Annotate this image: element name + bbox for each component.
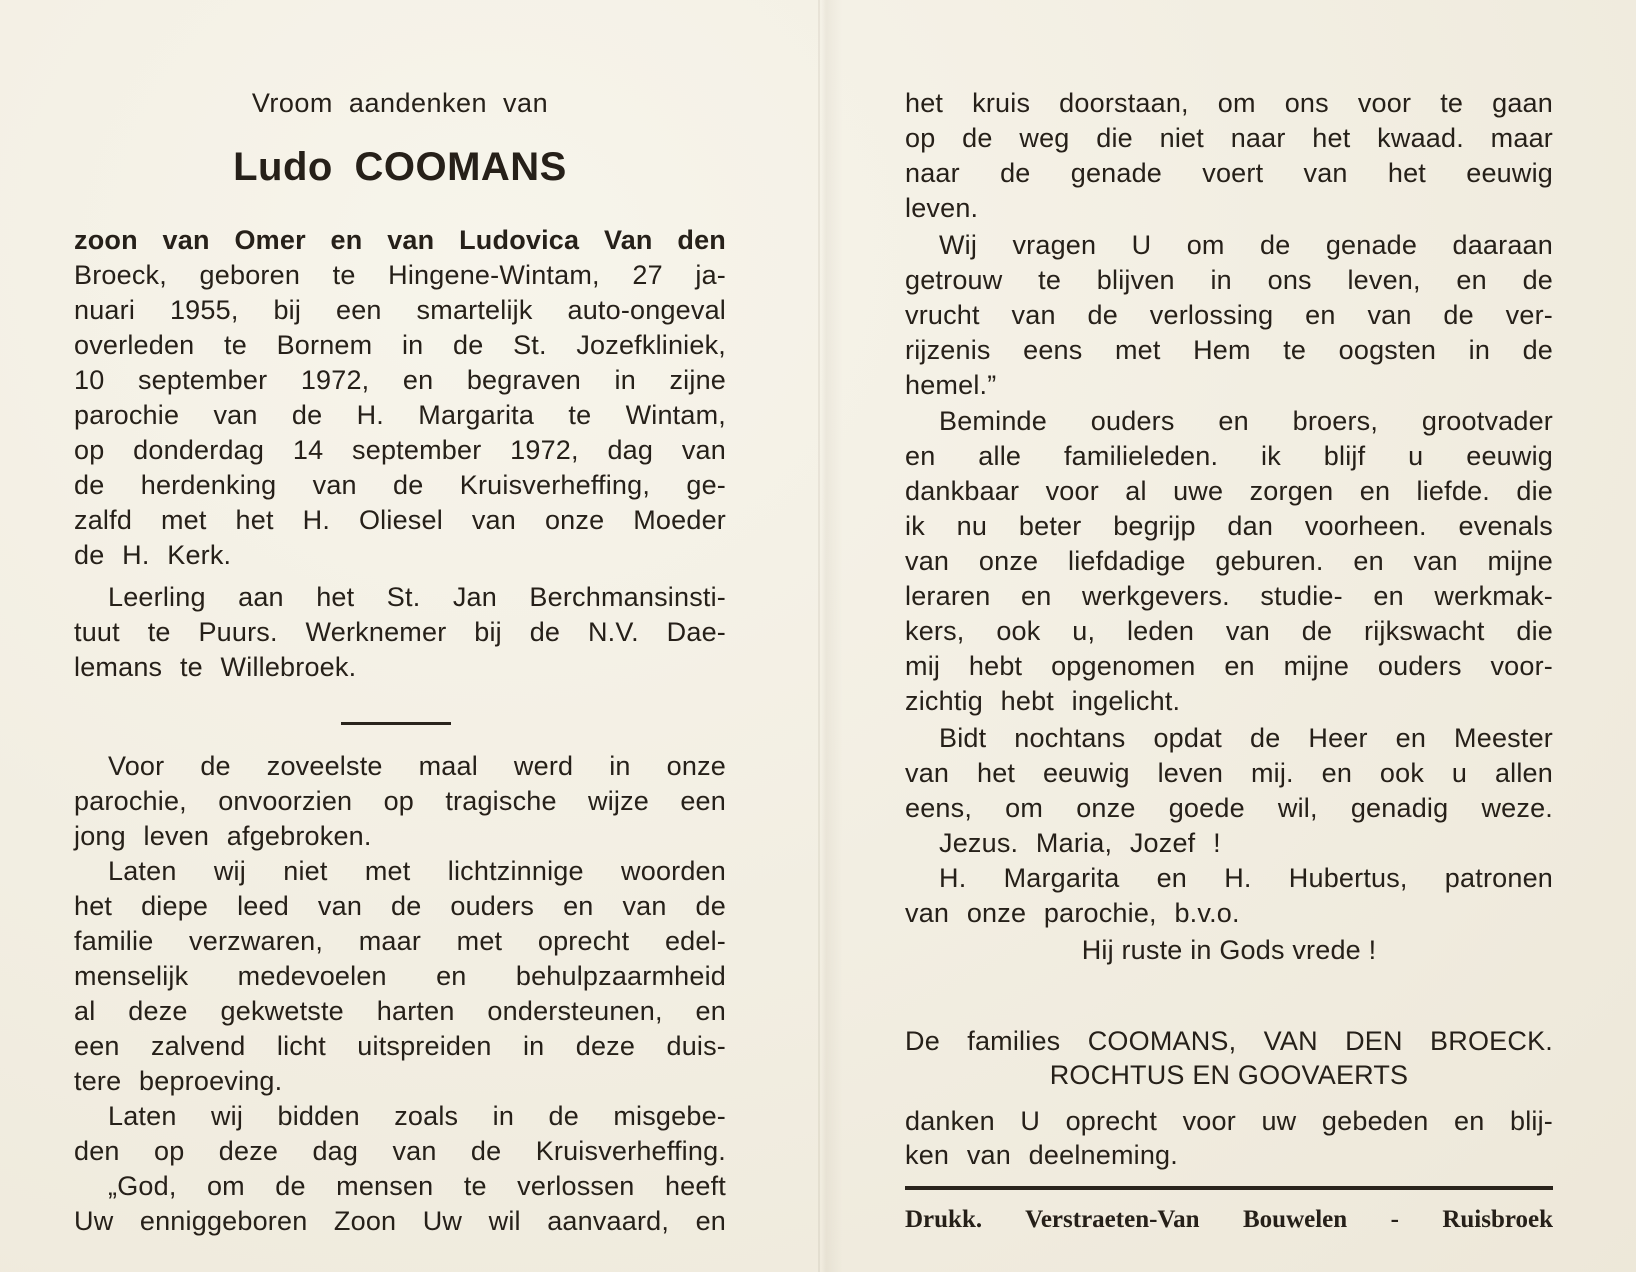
left-text-line: parochie, onvoorzien op tragische wijze een <box>74 786 726 816</box>
left-text-line: zoon van Omer en van Ludovica Van den <box>74 225 726 255</box>
right-text-line: hemel.” <box>905 370 997 400</box>
bottom-rule <box>905 1186 1553 1190</box>
right-text-line: leraren en werkgevers. studie- en werkmak- <box>905 581 1553 611</box>
right-text-line: zichtig hebt ingelicht. <box>905 686 1181 716</box>
right-panel <box>905 0 1553 1272</box>
thanks-line-1: danken U oprecht voor uw gebeden en blij- <box>905 1106 1553 1136</box>
left-text-line: een zalvend licht uitspreiden in deze duis- <box>74 1031 726 1061</box>
left-text-line: het diepe leed van de ouders en van de <box>74 891 726 921</box>
right-text-line: van het eeuwig leven mij. en ook u allen <box>905 758 1553 788</box>
right-text-line: eens, om onze goede wil, genadig weze. <box>905 793 1553 823</box>
left-text-line: den op deze dag van de Kruisverheffing. <box>74 1136 726 1166</box>
right-text-line: getrouw te blijven in ons leven, en de <box>905 265 1553 295</box>
left-text-line: Leerling aan het St. Jan Berchmansinsti- <box>108 582 726 612</box>
right-text-line: en alle familieleden. ik blijf u eeuwig <box>905 441 1553 471</box>
right-text-line: naar de genade voert van het eeuwig <box>905 158 1553 188</box>
families-line-1: De families COOMANS, VAN DEN BROECK. <box>905 1026 1553 1056</box>
left-text-line: jong leven afgebroken. <box>74 821 372 851</box>
deceased-name: Ludo COOMANS <box>233 145 567 189</box>
thanks-line-2: ken van deelneming. <box>905 1140 1178 1170</box>
card-fold <box>818 0 820 1272</box>
right-text-line: ik nu beter begrijp dan voorheen. evenals <box>905 511 1553 541</box>
left-text-line: familie verzwaren, maar met oprecht edel- <box>74 926 726 956</box>
right-text-line: op de weg die niet naar het kwaad. maar <box>905 123 1553 153</box>
left-panel <box>74 0 726 1272</box>
left-text-line: Laten wij bidden zoals in de misgebe- <box>108 1101 726 1131</box>
left-text-line: parochie van de H. Margarita te Wintam, <box>74 400 726 430</box>
right-text-line: H. Margarita en H. Hubertus, patronen <box>939 863 1553 893</box>
left-text-line: „God, om de mensen te verlossen heeft <box>108 1171 726 1201</box>
left-text-line: de herdenking van de Kruisverheffing, ge- <box>74 470 726 500</box>
left-text-line: op donderdag 14 september 1972, dag van <box>74 435 726 465</box>
left-text-line: al deze gekwetste harten ondersteunen, en <box>74 996 726 1026</box>
left-text-line: Broeck, geboren te Hingene-Wintam, 27 ja- <box>74 260 726 290</box>
right-text-line: rijzenis eens met Hem te oogsten in de <box>905 335 1553 365</box>
right-text-line: leven. <box>905 193 979 223</box>
right-text-line: mij hebt opgenomen en mijne ouders voor- <box>905 651 1553 681</box>
right-text-line: Beminde ouders en broers, grootvader <box>939 406 1553 436</box>
left-text-line: zalfd met het H. Oliesel van onze Moeder <box>74 505 726 535</box>
left-text-line: tuut te Puurs. Werknemer bij de N.V. Dae- <box>74 617 726 647</box>
right-text-line: het kruis doorstaan, om ons voor te gaan <box>905 88 1553 118</box>
left-text-line: Laten wij niet met lichtzinnige woorden <box>108 856 726 886</box>
left-text-line: nuari 1955, bij een smartelijk auto-ongeval <box>74 295 726 325</box>
right-text-line: Hij ruste in Gods vrede ! <box>1081 935 1377 965</box>
families-line-2: ROCHTUS EN GOOVAERTS <box>1049 1060 1409 1090</box>
left-text-line: Uw enniggeboren Zoon Uw wil aanvaard, en <box>74 1206 726 1236</box>
right-text-line: Jezus. Maria, Jozef ! <box>939 828 1221 858</box>
left-text-line: overleden te Bornem in de St. Jozefkliniek, <box>74 330 726 360</box>
right-text-line: Bidt nochtans opdat de Heer en Meester <box>939 723 1553 753</box>
left-text-line: de H. Kerk. <box>74 540 232 570</box>
left-text-line: lemans te Willebroek. <box>74 652 357 682</box>
right-text-line: kers, ook u, leden van de rijkswacht die <box>905 616 1553 646</box>
right-text-line: van onze parochie, b.v.o. <box>905 898 1240 928</box>
intro-text: Vroom aandenken van <box>251 88 549 118</box>
right-text-line: van onze liefdadige geburen. en van mijne <box>905 546 1553 576</box>
separator-line <box>341 722 451 725</box>
right-text-line: dankbaar voor al uwe zorgen en liefde. die <box>905 476 1553 506</box>
printer-credit: Drukk. Verstraeten-Van Bouwelen - Ruisbroek <box>905 1206 1553 1233</box>
right-text-line: vrucht van de verlossing en van de ver- <box>905 300 1553 330</box>
left-text-line: menselijk medevoelen en behulpzaarmheid <box>74 961 726 991</box>
left-text-line: Voor de zoveelste maal werd in onze <box>108 751 726 781</box>
left-text-line: tere beproeving. <box>74 1066 283 1096</box>
right-text-line: Wij vragen U om de genade daaraan <box>939 230 1553 260</box>
left-text-line: 10 september 1972, en begraven in zijne <box>74 365 726 395</box>
